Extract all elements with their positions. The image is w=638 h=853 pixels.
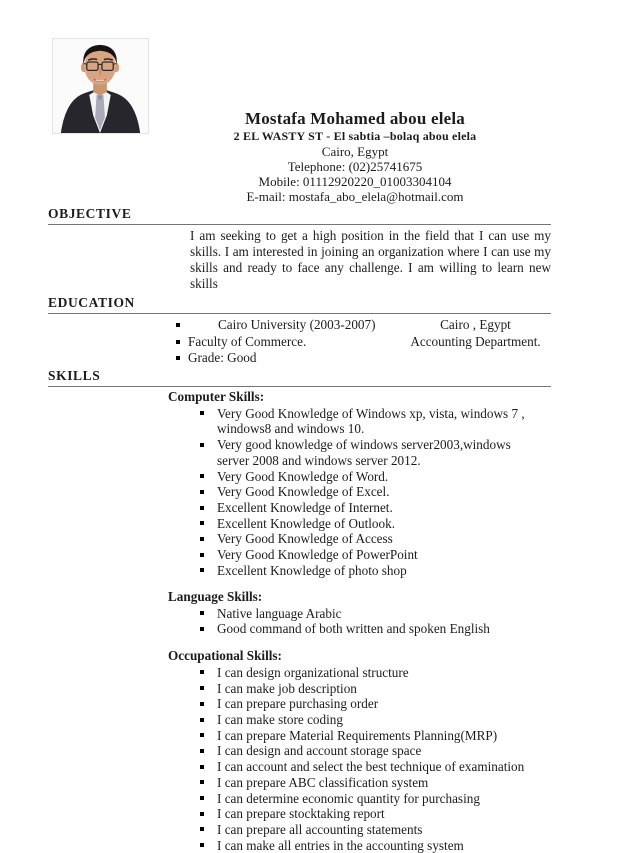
occupational-skills-list xyxy=(200,665,536,853)
occupational-skills-group xyxy=(48,648,551,853)
education-rows xyxy=(176,318,551,366)
address-line: 2 EL WASTY ST - El sabtia –bolaq abou elela xyxy=(233,129,477,143)
skill-item: I can determine economic quantity for purchasing xyxy=(200,791,536,807)
skill-item: I can make store coding xyxy=(200,712,536,728)
skill-item: Very Good Knowledge of Word. xyxy=(200,469,536,485)
skill-item: I can prepare all accounting statements xyxy=(200,822,536,838)
skill-item: Very Good Knowledge of Windows xp, vista, windows 7 , windows8 and windows 10. xyxy=(200,406,536,437)
skills-section xyxy=(48,368,551,853)
skill-item: I can prepare stocktaking report xyxy=(200,806,536,822)
telephone-line: Telephone: (02)25741675 xyxy=(287,159,423,174)
skill-item: Very Good Knowledge of Access xyxy=(200,531,536,547)
education-entry: Faculty of Commerce. xyxy=(188,333,307,349)
mobile-line: Mobile: 01112920220_01003304104 xyxy=(258,174,452,189)
portrait-photo xyxy=(52,38,149,134)
email-line: E-mail: mostafa_abo_elela@hotmail.com xyxy=(246,189,464,204)
language-skills-group xyxy=(48,589,551,637)
skill-item: Good command of both written and spoken English xyxy=(200,621,536,637)
skill-item: I can account and select the best technique of examination xyxy=(200,759,536,775)
skill-item: I can design organizational structure xyxy=(200,665,536,681)
contact-header xyxy=(110,0,600,204)
education-detail: Cairo , Egypt xyxy=(440,317,511,332)
skill-item: Excellent Knowledge of Outlook. xyxy=(200,516,536,532)
skill-item: Very Good Knowledge of PowerPoint xyxy=(200,547,536,563)
skill-item: I can make job description xyxy=(200,681,536,697)
education-detail xyxy=(400,351,551,366)
objective-text: I am seeking to get a high position in the field that I can use my skills. I am interested in joining an organization where I can use my skills and ready to face any challenge. I am willing to learn new skills xyxy=(190,228,551,291)
skill-item: Very Good Knowledge of Excel. xyxy=(200,484,536,500)
skill-item: I can prepare Material Requirements Planning(MRP) xyxy=(200,728,536,744)
objective-title: OBJECTIVE xyxy=(48,206,551,225)
skill-item: Native language Arabic xyxy=(200,606,536,622)
education-section xyxy=(48,295,551,366)
skill-item: I can design and account storage space xyxy=(200,743,536,759)
candidate-name: Mostafa Mohamed abou elela xyxy=(244,109,466,128)
education-row xyxy=(176,335,551,350)
objective-section xyxy=(48,206,551,292)
skill-item: I can make all entries in the accounting system xyxy=(200,838,536,853)
computer-skills-list xyxy=(200,406,536,579)
skill-item: Excellent Knowledge of Internet. xyxy=(200,500,536,516)
portrait-photo-illustration xyxy=(53,39,148,133)
occupational-skills-heading: Occupational Skills: xyxy=(168,647,282,663)
computer-skills-heading: Computer Skills: xyxy=(168,388,265,404)
education-title: EDUCATION xyxy=(48,295,551,314)
skills-title: SKILLS xyxy=(48,368,551,387)
education-detail: Accounting Department. xyxy=(410,333,541,349)
education-row xyxy=(176,318,551,333)
education-row xyxy=(176,351,551,366)
skill-item: I can prepare purchasing order xyxy=(200,696,536,712)
education-entry: Cairo University (2003-2007) xyxy=(218,317,376,332)
skill-item: Very good knowledge of windows server2003,windows server 2008 and windows server 2012. xyxy=(200,437,536,468)
language-skills-heading: Language Skills: xyxy=(168,588,263,604)
education-entry: Grade: Good xyxy=(188,350,257,366)
skill-item: I can prepare ABC classification system xyxy=(200,775,536,791)
computer-skills-group xyxy=(48,389,551,579)
city-line: Cairo, Egypt xyxy=(321,144,389,159)
skill-item: Excellent Knowledge of photo shop xyxy=(200,563,536,579)
language-skills-list xyxy=(200,606,536,637)
